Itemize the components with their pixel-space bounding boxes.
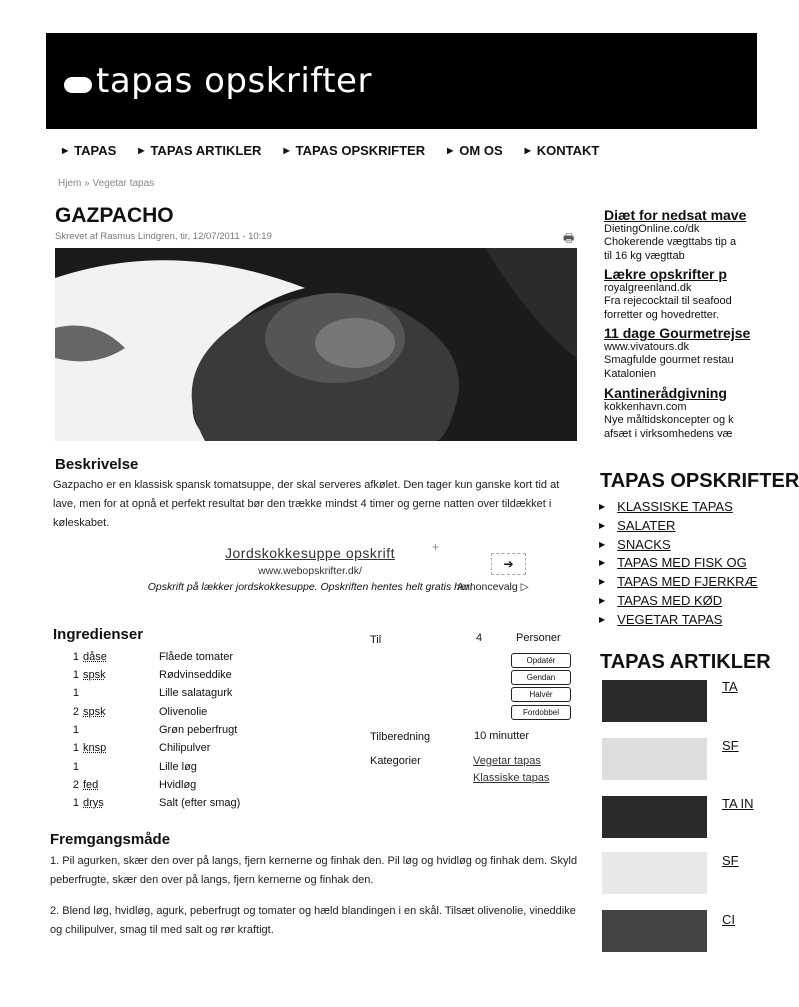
side-ad-desc: Katalonien [604, 368, 656, 380]
article-thumbnail[interactable] [602, 910, 707, 952]
side-ad-url[interactable]: DietingOnline.co/dk [604, 223, 700, 235]
ingredient-row: 1 knsp Chilipulver [72, 742, 211, 754]
ingredient-row: 1 dåse Flåede tomater [72, 651, 233, 663]
side-ad-desc: afsæt i virksomhedens væ [604, 428, 733, 440]
nav-item-om-os[interactable]: ▶ OM OS [447, 143, 503, 158]
method-step: 2. Blend løg, hvidløg, agurk, peberfrugt og tomater og hæld blandingen i en skål. Tilsæt olivenolie, vineddike og chilipulver, smag til med salt og rør kraftigt. [50, 905, 576, 936]
inline-ad-desc: Opskrift på lækker jordskokkesuppe. Opskriften hentes helt gratis her! [147, 581, 473, 593]
arrow-right-icon[interactable]: ➔ [491, 553, 526, 575]
categories-label: Kategorier [370, 755, 421, 767]
side-ad[interactable] [604, 385, 757, 441]
side-ad-desc: Nye måltidskoncepter og k [604, 414, 734, 426]
photo-graphic [55, 248, 577, 441]
side-ad[interactable] [604, 325, 757, 381]
triangle-icon: ▶ [138, 146, 145, 155]
side-ad-desc: Smagfulde gourmet restau [604, 354, 734, 366]
nav-item-tapas-artikler[interactable]: ▶ TAPAS ARTIKLER [138, 143, 262, 158]
triangle-icon: ▶ [599, 558, 606, 567]
side-ad-desc: til 16 kg vægttab [604, 250, 685, 262]
article-link[interactable]: TA [722, 679, 738, 694]
logo-text: tapas opskrifter [96, 61, 372, 101]
ad-choices[interactable]: Annoncevalg ▷ [457, 581, 529, 593]
triangle-icon: ▶ [524, 146, 531, 155]
side-ad-url[interactable]: royalgreenland.dk [604, 282, 692, 294]
side-ad-desc: Fra rejecocktail til seafood [604, 295, 732, 307]
ingredient-row: 2 spsk Olivenolie [72, 706, 208, 718]
prep-label: Tilberedning [370, 731, 431, 743]
nav-item-tapas-opskrifter[interactable]: ▶ TAPAS OPSKRIFTER [283, 143, 426, 158]
sidebar-category[interactable]: ▶ TAPAS MED KØD [599, 593, 723, 608]
triangle-icon: ▶ [599, 615, 606, 624]
print-icon[interactable]: 🖶 [563, 231, 575, 245]
method-step: 1. Pil agurken, skær den over på langs, fjern kernerne og finhak den. Pil løg og hvidløg og finhak dem. Skyld peberfrugte, skær den over på langs, fjern kernerne og finhak den. [50, 855, 578, 886]
ingredient-row: 1 drys Salt (efter smag) [72, 797, 241, 809]
ingredient-row: 1 Lille løg [72, 761, 197, 773]
triangle-icon: ▶ [447, 146, 454, 155]
sidebar-category[interactable]: ▶ SNACKS [599, 537, 671, 552]
sidebar-category[interactable]: ▶ SALATER [599, 518, 676, 533]
article-thumbnail[interactable] [602, 738, 707, 780]
ingredient-row: 1 spsk Rødvinseddike [72, 669, 232, 681]
description-text: Gazpacho er en klassisk spansk tomatsuppe, der skal serveres afkølet. Den tager kun ganske kort tid at lave, men for at opnå et perfekt resultat bør den trække mindst 4 timer og gerne natten over tildækket i køleskabet. [53, 479, 560, 529]
side-ad-url[interactable]: kokkenhavn.com [604, 401, 687, 413]
recipe-photo [55, 248, 577, 441]
sidebar-articles-heading: TAPAS ARTIKLER [600, 651, 771, 673]
side-ad-desc: Chokerende vægttabs tip a [604, 236, 737, 248]
side-ad[interactable] [604, 207, 757, 263]
update-button[interactable]: Opdatér [511, 653, 571, 668]
page-title: GAZPACHO [55, 204, 174, 227]
article-link[interactable]: SF [722, 738, 739, 753]
side-ad-title[interactable]: 11 dage Gourmetrejse [604, 325, 751, 341]
side-ad-title[interactable]: Kantinerådgivning [604, 385, 727, 401]
article-link[interactable]: SF [722, 853, 739, 868]
main-nav [62, 143, 599, 158]
servings-value[interactable]: 4 [476, 632, 483, 644]
ingredient-row: 1 Lille salatagurk [72, 687, 233, 699]
triangle-icon: ▶ [62, 146, 69, 155]
cross-icon: + [432, 540, 440, 554]
ingredients-heading: Ingredienser [53, 626, 144, 643]
byline: Skrevet af Rasmus Lindgren, tir, 12/07/2011 - 10:19 [55, 231, 272, 242]
triangle-icon: ▶ [599, 577, 606, 586]
sidebar-category[interactable]: ▶ TAPAS MED FJERKRÆ [599, 574, 758, 589]
triangle-icon: ▶ [599, 502, 606, 511]
article-thumbnail[interactable] [602, 852, 707, 894]
ingredient-row: 1 Grøn peberfrugt [72, 724, 238, 736]
triangle-icon: ▶ [283, 146, 290, 155]
site-header [46, 33, 757, 129]
logo-mark-icon [64, 77, 92, 93]
breadcrumb[interactable]: Hjem » Vegetar tapas [58, 178, 155, 189]
article-thumbnail[interactable] [602, 796, 707, 838]
triangle-icon: ▶ [599, 596, 606, 605]
nav-item-kontakt[interactable]: ▶ KONTAKT [524, 143, 600, 158]
site-logo[interactable] [64, 61, 372, 101]
triangle-icon: ▶ [599, 521, 606, 530]
sidebar-categories-heading: TAPAS OPSKRIFTER [600, 470, 799, 492]
sidebar-category[interactable]: ▶ KLASSISKE TAPAS [599, 499, 733, 514]
halve-button[interactable]: Halvér [511, 687, 571, 702]
side-ad-url[interactable]: www.vivatours.dk [604, 341, 689, 353]
side-ad[interactable] [604, 266, 757, 322]
sidebar-category[interactable]: ▶ TAPAS MED FISK OG [599, 555, 747, 570]
article-thumbnail[interactable] [602, 680, 707, 722]
inline-ad-url[interactable]: www.webopskrifter.dk/ [258, 565, 362, 577]
servings-unit: Personer [516, 632, 561, 644]
side-ad-title[interactable]: Diæt for nedsat mave [604, 207, 747, 223]
reset-button[interactable]: Gendan [511, 670, 571, 685]
category-link[interactable]: Klassiske tapas [473, 772, 550, 784]
sidebar-category[interactable]: ▶ VEGETAR TAPAS [599, 612, 723, 627]
ingredient-row: 2 fed Hvidløg [72, 779, 197, 791]
description-heading: Beskrivelse [55, 456, 139, 473]
triangle-icon: ▶ [599, 540, 606, 549]
article-link[interactable]: TA IN [722, 796, 754, 811]
side-ad-desc: forretter og hovedretter. [604, 309, 719, 321]
nav-item-tapas[interactable]: ▶ TAPAS [62, 143, 117, 158]
side-ad-title[interactable]: Lækre opskrifter p [604, 266, 727, 282]
inline-ad-title[interactable]: Jordskokkesuppe opskrift [225, 545, 395, 561]
article-link[interactable]: CI [722, 912, 735, 927]
method-heading: Fremgangsmåde [50, 831, 171, 848]
double-button[interactable]: Fordobbel [511, 705, 571, 720]
category-link[interactable]: Vegetar tapas [473, 755, 541, 767]
prep-value: 10 minutter [474, 730, 530, 742]
servings-label: Til [370, 634, 382, 646]
